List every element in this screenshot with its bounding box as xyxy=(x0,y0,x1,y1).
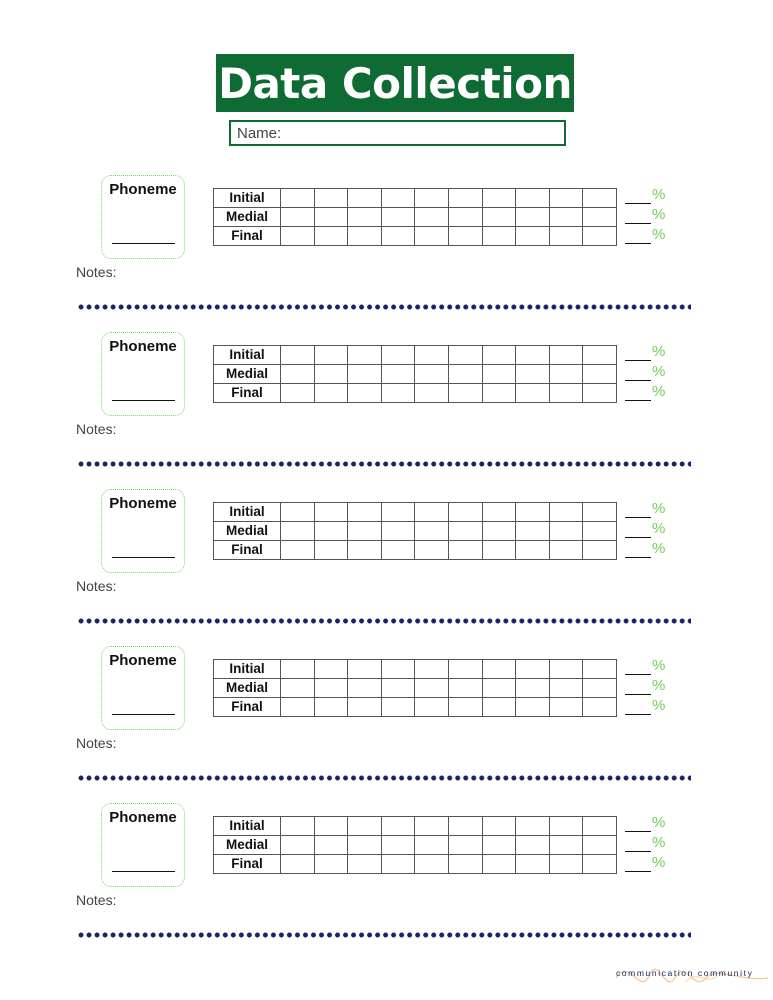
trial-cell[interactable] xyxy=(583,541,617,560)
trial-row xyxy=(214,503,617,522)
percent-row xyxy=(625,697,675,717)
trial-cell[interactable] xyxy=(348,522,382,541)
phoneme-blank-line[interactable] xyxy=(112,557,175,558)
position-label: Initial xyxy=(214,346,281,365)
trial-cell[interactable] xyxy=(516,836,550,855)
trial-cell[interactable] xyxy=(549,503,583,522)
trial-cell[interactable] xyxy=(348,817,382,836)
percent-sign: % xyxy=(652,814,666,831)
trial-cell[interactable] xyxy=(381,522,415,541)
percent-column xyxy=(625,814,675,874)
trial-cell[interactable] xyxy=(381,208,415,227)
trial-cell[interactable] xyxy=(448,836,482,855)
trial-cell[interactable] xyxy=(381,679,415,698)
trial-cell[interactable] xyxy=(415,365,449,384)
percent-blank[interactable] xyxy=(625,243,651,244)
trial-row xyxy=(214,227,617,246)
position-label: Initial xyxy=(214,503,281,522)
trial-grid xyxy=(213,188,617,246)
trial-cell[interactable] xyxy=(482,679,516,698)
trial-cell[interactable] xyxy=(381,698,415,717)
trial-cell[interactable] xyxy=(415,522,449,541)
trial-cell[interactable] xyxy=(516,660,550,679)
position-label: Final xyxy=(214,384,281,403)
trial-cell[interactable] xyxy=(448,855,482,874)
trial-cell[interactable] xyxy=(348,346,382,365)
notes-label: Notes: xyxy=(76,421,117,437)
percent-blank[interactable] xyxy=(625,203,651,204)
trial-cell[interactable] xyxy=(448,227,482,246)
trial-cell[interactable] xyxy=(482,855,516,874)
percent-blank[interactable] xyxy=(625,517,651,518)
position-label: Final xyxy=(214,227,281,246)
trial-cell[interactable] xyxy=(281,541,315,560)
position-label: Initial xyxy=(214,817,281,836)
trial-cell[interactable] xyxy=(516,208,550,227)
trial-cell[interactable] xyxy=(583,346,617,365)
trial-cell[interactable] xyxy=(583,384,617,403)
name-label: Name: xyxy=(237,124,282,142)
trial-row xyxy=(214,365,617,384)
percent-row xyxy=(625,226,675,246)
trial-cell[interactable] xyxy=(482,365,516,384)
trial-cell[interactable] xyxy=(314,817,348,836)
trial-cell[interactable] xyxy=(348,208,382,227)
trial-cell[interactable] xyxy=(549,384,583,403)
position-label: Initial xyxy=(214,189,281,208)
trial-cell[interactable] xyxy=(583,660,617,679)
trial-cell[interactable] xyxy=(348,541,382,560)
trial-cell[interactable] xyxy=(415,346,449,365)
trial-cell[interactable] xyxy=(549,208,583,227)
trial-cell[interactable] xyxy=(516,346,550,365)
trial-cell[interactable] xyxy=(549,189,583,208)
trial-cell[interactable] xyxy=(415,503,449,522)
page-title: Data Collection xyxy=(216,54,574,112)
trial-cell[interactable] xyxy=(549,365,583,384)
trial-cell[interactable] xyxy=(415,817,449,836)
trial-cell[interactable] xyxy=(281,679,315,698)
position-label: Final xyxy=(214,698,281,717)
phoneme-section xyxy=(0,489,773,646)
trial-row xyxy=(214,855,617,874)
phoneme-section xyxy=(0,332,773,489)
trial-cell[interactable] xyxy=(549,698,583,717)
percent-sign: % xyxy=(652,186,666,203)
percent-sign: % xyxy=(652,677,666,694)
trial-cell[interactable] xyxy=(583,855,617,874)
trial-cell[interactable] xyxy=(314,855,348,874)
trial-row xyxy=(214,679,617,698)
trial-cell[interactable] xyxy=(381,346,415,365)
trial-cell[interactable] xyxy=(549,836,583,855)
trial-cell[interactable] xyxy=(482,541,516,560)
trial-cell[interactable] xyxy=(381,384,415,403)
percent-blank[interactable] xyxy=(625,557,651,558)
trial-cell[interactable] xyxy=(381,503,415,522)
trial-cell[interactable] xyxy=(516,522,550,541)
trial-cell[interactable] xyxy=(314,698,348,717)
trial-cell[interactable] xyxy=(314,836,348,855)
dotted-divider xyxy=(77,618,691,624)
trial-cell[interactable] xyxy=(583,836,617,855)
trial-cell[interactable] xyxy=(281,522,315,541)
trial-cell[interactable] xyxy=(549,227,583,246)
trial-grid xyxy=(213,502,617,560)
percent-sign: % xyxy=(652,206,666,223)
percent-blank[interactable] xyxy=(625,831,651,832)
dotted-divider xyxy=(77,932,691,938)
phoneme-card[interactable] xyxy=(101,332,185,416)
trial-cell[interactable] xyxy=(415,208,449,227)
percent-blank[interactable] xyxy=(625,400,651,401)
trial-cell[interactable] xyxy=(281,698,315,717)
trial-cell[interactable] xyxy=(348,660,382,679)
trial-cell[interactable] xyxy=(381,189,415,208)
trial-cell[interactable] xyxy=(583,365,617,384)
percent-row xyxy=(625,383,675,403)
percent-column xyxy=(625,186,675,246)
trial-cell[interactable] xyxy=(448,679,482,698)
percent-sign: % xyxy=(652,697,666,714)
trial-cell[interactable] xyxy=(381,227,415,246)
trial-cell[interactable] xyxy=(348,698,382,717)
trial-cell[interactable] xyxy=(314,346,348,365)
trial-cell[interactable] xyxy=(482,503,516,522)
percent-blank[interactable] xyxy=(625,223,651,224)
notes-label: Notes: xyxy=(76,264,117,280)
trial-cell[interactable] xyxy=(314,384,348,403)
trial-cell[interactable] xyxy=(549,346,583,365)
trial-cell[interactable] xyxy=(314,541,348,560)
percent-sign: % xyxy=(652,363,666,380)
trial-cell[interactable] xyxy=(314,227,348,246)
percent-row xyxy=(625,520,675,540)
trial-cell[interactable] xyxy=(348,679,382,698)
trial-cell[interactable] xyxy=(415,679,449,698)
dotted-divider xyxy=(77,775,691,781)
trial-cell[interactable] xyxy=(381,817,415,836)
phoneme-section xyxy=(0,803,773,960)
trial-cell[interactable] xyxy=(448,189,482,208)
notes-label: Notes: xyxy=(76,735,117,751)
percent-blank[interactable] xyxy=(625,380,651,381)
position-label: Medial xyxy=(214,365,281,384)
percent-sign: % xyxy=(652,854,666,871)
trial-cell[interactable] xyxy=(583,189,617,208)
trial-cell[interactable] xyxy=(348,365,382,384)
trial-cell[interactable] xyxy=(583,698,617,717)
percent-sign: % xyxy=(652,834,666,851)
trial-cell[interactable] xyxy=(381,855,415,874)
percent-sign: % xyxy=(652,500,666,517)
dotted-divider xyxy=(77,461,691,467)
trial-cell[interactable] xyxy=(516,365,550,384)
trial-row xyxy=(214,346,617,365)
position-label: Medial xyxy=(214,522,281,541)
percent-blank[interactable] xyxy=(625,871,651,872)
percent-sign: % xyxy=(652,226,666,243)
trial-cell[interactable] xyxy=(415,836,449,855)
percent-sign: % xyxy=(652,343,666,360)
trial-cell[interactable] xyxy=(482,836,516,855)
trial-cell[interactable] xyxy=(583,208,617,227)
phoneme-blank-line[interactable] xyxy=(112,243,175,244)
phoneme-card[interactable] xyxy=(101,803,185,887)
trial-cell[interactable] xyxy=(549,541,583,560)
trial-row xyxy=(214,817,617,836)
trial-cell[interactable] xyxy=(281,227,315,246)
notes-label: Notes: xyxy=(76,578,117,594)
trial-cell[interactable] xyxy=(516,817,550,836)
percent-row xyxy=(625,206,675,226)
trial-cell[interactable] xyxy=(448,522,482,541)
percent-row xyxy=(625,186,675,206)
trial-cell[interactable] xyxy=(448,660,482,679)
phoneme-card[interactable] xyxy=(101,489,185,573)
trial-cell[interactable] xyxy=(281,365,315,384)
trial-cell[interactable] xyxy=(415,227,449,246)
trial-cell[interactable] xyxy=(549,679,583,698)
trial-cell[interactable] xyxy=(583,503,617,522)
trial-cell[interactable] xyxy=(415,855,449,874)
phoneme-section xyxy=(0,175,773,332)
trial-cell[interactable] xyxy=(516,384,550,403)
percent-row xyxy=(625,814,675,834)
name-field[interactable] xyxy=(229,120,566,146)
position-label: Final xyxy=(214,855,281,874)
percent-blank[interactable] xyxy=(625,537,651,538)
trial-grid xyxy=(213,345,617,403)
trial-cell[interactable] xyxy=(516,698,550,717)
trial-cell[interactable] xyxy=(281,384,315,403)
percent-sign: % xyxy=(652,383,666,400)
trial-cell[interactable] xyxy=(448,208,482,227)
trial-cell[interactable] xyxy=(348,855,382,874)
trial-cell[interactable] xyxy=(448,698,482,717)
trial-cell[interactable] xyxy=(516,227,550,246)
trial-cell[interactable] xyxy=(415,189,449,208)
dotted-divider xyxy=(77,304,691,310)
trial-cell[interactable] xyxy=(583,227,617,246)
trial-cell[interactable] xyxy=(281,189,315,208)
trial-cell[interactable] xyxy=(415,698,449,717)
trial-cell[interactable] xyxy=(516,189,550,208)
percent-column xyxy=(625,343,675,403)
trial-cell[interactable] xyxy=(381,836,415,855)
trial-row xyxy=(214,836,617,855)
trial-cell[interactable] xyxy=(348,384,382,403)
trial-cell[interactable] xyxy=(448,384,482,403)
percent-row xyxy=(625,854,675,874)
trial-cell[interactable] xyxy=(281,836,315,855)
trial-cell[interactable] xyxy=(448,365,482,384)
notes-label: Notes: xyxy=(76,892,117,908)
trial-cell[interactable] xyxy=(314,522,348,541)
phoneme-label: Phoneme xyxy=(109,181,177,198)
percent-sign: % xyxy=(652,540,666,557)
trial-cell[interactable] xyxy=(281,817,315,836)
percent-row xyxy=(625,677,675,697)
trial-cell[interactable] xyxy=(583,522,617,541)
trial-cell[interactable] xyxy=(348,836,382,855)
trial-cell[interactable] xyxy=(549,855,583,874)
brand-name: communication community xyxy=(616,968,754,978)
trial-cell[interactable] xyxy=(482,660,516,679)
trial-grid xyxy=(213,816,617,874)
percent-row xyxy=(625,500,675,520)
percent-sign: % xyxy=(652,657,666,674)
trial-cell[interactable] xyxy=(549,522,583,541)
phoneme-label: Phoneme xyxy=(109,809,177,826)
percent-row xyxy=(625,657,675,677)
trial-cell[interactable] xyxy=(381,541,415,560)
position-label: Final xyxy=(214,541,281,560)
trial-cell[interactable] xyxy=(415,660,449,679)
trial-cell[interactable] xyxy=(448,541,482,560)
phoneme-section xyxy=(0,646,773,803)
trial-cell[interactable] xyxy=(482,227,516,246)
trial-row xyxy=(214,189,617,208)
trial-cell[interactable] xyxy=(281,503,315,522)
trial-cell[interactable] xyxy=(448,346,482,365)
percent-blank[interactable] xyxy=(625,851,651,852)
phoneme-blank-line[interactable] xyxy=(112,871,175,872)
trial-cell[interactable] xyxy=(281,346,315,365)
position-label: Medial xyxy=(214,679,281,698)
trial-cell[interactable] xyxy=(448,817,482,836)
trial-cell[interactable] xyxy=(381,660,415,679)
trial-row xyxy=(214,208,617,227)
trial-row xyxy=(214,541,617,560)
phoneme-card[interactable] xyxy=(101,175,185,259)
trial-cell[interactable] xyxy=(583,817,617,836)
trial-grid xyxy=(213,659,617,717)
percent-row xyxy=(625,363,675,383)
percent-blank[interactable] xyxy=(625,694,651,695)
trial-cell[interactable] xyxy=(314,189,348,208)
trial-cell[interactable] xyxy=(348,227,382,246)
phoneme-blank-line[interactable] xyxy=(112,714,175,715)
trial-row xyxy=(214,384,617,403)
position-label: Medial xyxy=(214,836,281,855)
trial-cell[interactable] xyxy=(381,365,415,384)
phoneme-label: Phoneme xyxy=(109,652,177,669)
percent-row xyxy=(625,343,675,363)
trial-cell[interactable] xyxy=(314,208,348,227)
trial-cell[interactable] xyxy=(281,660,315,679)
percent-blank[interactable] xyxy=(625,360,651,361)
trial-cell[interactable] xyxy=(549,817,583,836)
phoneme-label: Phoneme xyxy=(109,495,177,512)
trial-cell[interactable] xyxy=(482,189,516,208)
trial-cell[interactable] xyxy=(516,503,550,522)
trial-cell[interactable] xyxy=(482,384,516,403)
trial-cell[interactable] xyxy=(415,541,449,560)
trial-cell[interactable] xyxy=(482,698,516,717)
trial-row xyxy=(214,522,617,541)
position-label: Medial xyxy=(214,208,281,227)
trial-cell[interactable] xyxy=(482,346,516,365)
trial-cell[interactable] xyxy=(281,208,315,227)
trial-cell[interactable] xyxy=(348,189,382,208)
trial-cell[interactable] xyxy=(482,817,516,836)
trial-cell[interactable] xyxy=(516,541,550,560)
trial-row xyxy=(214,698,617,717)
trial-cell[interactable] xyxy=(549,660,583,679)
trial-cell[interactable] xyxy=(516,855,550,874)
trial-cell[interactable] xyxy=(314,503,348,522)
trial-cell[interactable] xyxy=(314,660,348,679)
trial-cell[interactable] xyxy=(482,208,516,227)
trial-cell[interactable] xyxy=(314,365,348,384)
trial-cell[interactable] xyxy=(583,679,617,698)
trial-cell[interactable] xyxy=(448,503,482,522)
percent-sign: % xyxy=(652,520,666,537)
trial-cell[interactable] xyxy=(348,503,382,522)
trial-cell[interactable] xyxy=(482,522,516,541)
percent-row xyxy=(625,540,675,560)
trial-cell[interactable] xyxy=(415,384,449,403)
phoneme-label: Phoneme xyxy=(109,338,177,355)
percent-column xyxy=(625,500,675,560)
percent-blank[interactable] xyxy=(625,714,651,715)
trial-cell[interactable] xyxy=(516,679,550,698)
percent-column xyxy=(625,657,675,717)
percent-row xyxy=(625,834,675,854)
trial-cell[interactable] xyxy=(314,679,348,698)
phoneme-card[interactable] xyxy=(101,646,185,730)
trial-row xyxy=(214,660,617,679)
phoneme-blank-line[interactable] xyxy=(112,400,175,401)
trial-cell[interactable] xyxy=(281,855,315,874)
percent-blank[interactable] xyxy=(625,674,651,675)
position-label: Initial xyxy=(214,660,281,679)
